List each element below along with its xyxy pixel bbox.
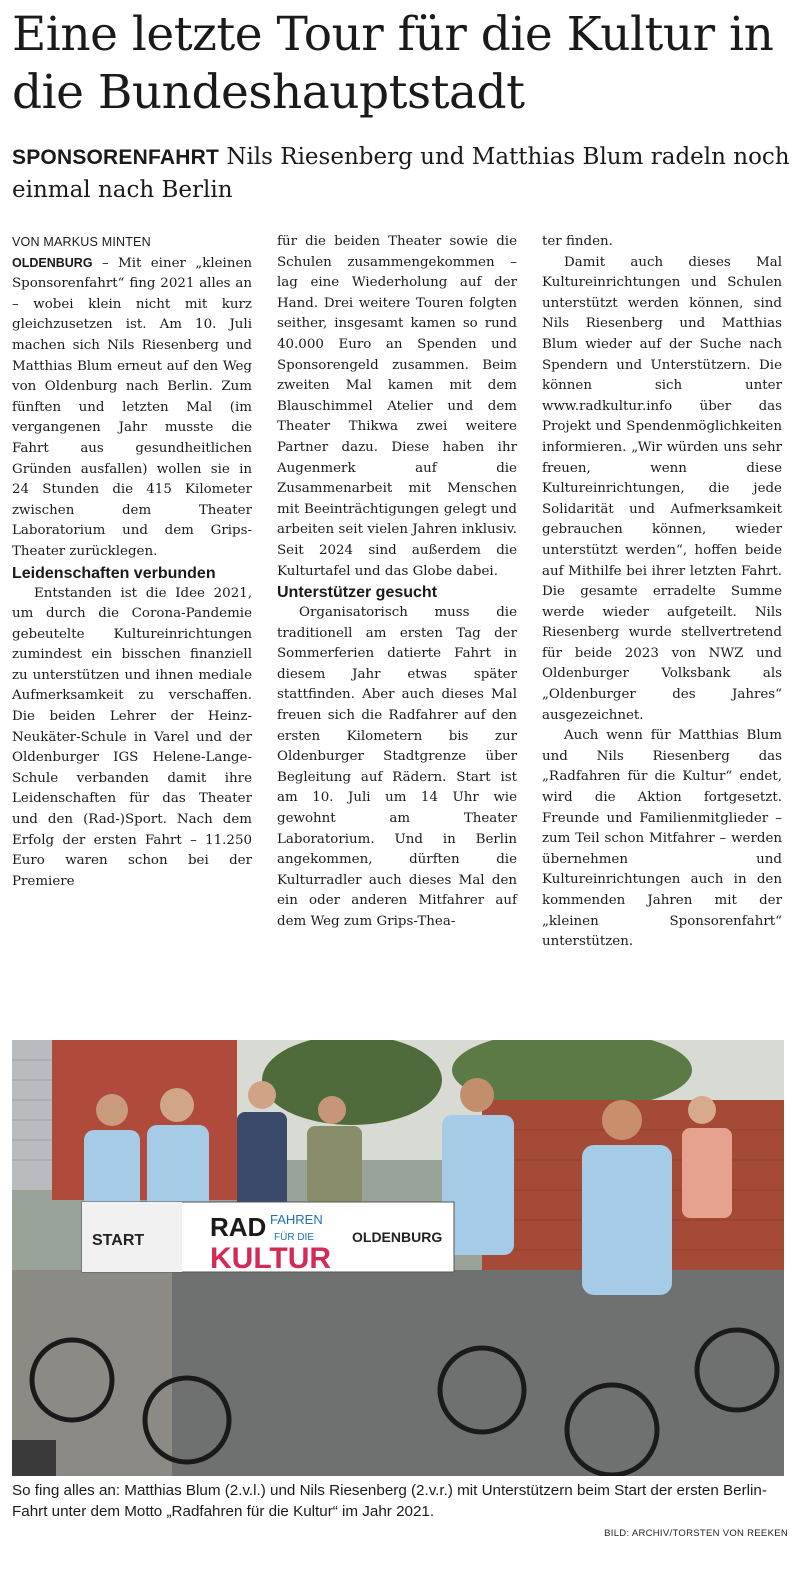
photo-caption: So fing alles an: Matthias Blum (2.v.l.) und Nils Riesenberg (2.v.r.) mit Unterstützern beim Start der ersten Berlin-Fahrt unter dem Motto „Radfahren für die Kultur“ im Jahr 2021. — [12, 1482, 767, 1520]
subheading-unterstuetzer: Unterstützer gesucht — [277, 584, 438, 602]
article-column-2 — [277, 232, 517, 933]
paragraph: ter finden. — [542, 234, 613, 249]
article-column-1 — [12, 232, 252, 892]
banner-oldenburg: OLDENBURG — [352, 1229, 443, 1245]
byline: VON MARKUS MINTEN — [12, 235, 151, 249]
headline: Eine letzte Tour für die Kultur in die Bundeshauptstadt — [12, 7, 774, 120]
banner-rad: RAD — [210, 1212, 267, 1242]
subheadline-block — [12, 141, 802, 206]
banner-fahren: FAHREN — [270, 1212, 323, 1227]
banner-start: START — [92, 1232, 145, 1249]
lead-text: – Mit einer „kleinen Sponsorenfahrt“ fing 2021 alles an – wobei klein nicht mit kurz gleichzusetzen ist. Am 10. Juli machen sich Nils Riesenberg und Matthias Blum erneut auf den Weg von Oldenburg nach Berlin. Zum fünften und letzten Mal (im vergangenen Jahr musste die Fahrt aus gesundheitlichen Gründen ausfallen) wollen sie in 24 Stunden die 415 Kilometer zwischen dem Theater Laboratorium und dem Grips-Theater zurücklegen. — [12, 255, 252, 559]
kicker: SPONSORENFAHRT — [12, 146, 219, 169]
paragraph: Auch wenn für Matthias Blum und Nils Riesenberg das „Radfahren für die Kultur“ endet, wird die Aktion fortgesetzt. Freunde und Familienmitglieder – zum Teil schon Mitfahrer – werden übernehmen und Kultureinrichtungen auch in den kommenden Jahren mit der „kleinen Sponsorenfahrt“ unterstützen. — [542, 728, 782, 950]
lead-paragraph — [12, 253, 252, 563]
article-photo — [12, 1040, 784, 1476]
paragraph: Damit auch dieses Mal Kultureinrichtungen und Schulen unterstützt werden können, sind Nils Riesenberg und Matthias Blum wieder auf der Suche nach Spendern und Unterstützern. Die können sich unter www.radkultur.info über das Projekt und Spendenmöglichkeiten informieren. „Wir würden uns sehr freuen, wenn diese Kultureinrichtungen, die jede Solidarität und Aufmerksamkeit gebrauchen können, wieder unterstützt werden“, hoffen beide auf Mithilfe bei ihrer letzten Fahrt. Die gesamte erradelte Summe werde wieder aufgeteilt. Nils Riesenberg wurde stellvertretend für beide 2023 von NWZ und Oldenburger Volksbank als „Oldenburger des Jahres“ ausgezeichnet. — [542, 254, 782, 723]
banner-kultur: KULTUR — [210, 1242, 332, 1275]
photo-illustration — [12, 1040, 784, 1476]
subheading-leidenschaften: Leidenschaften verbunden — [12, 564, 216, 582]
dateline: OLDENBURG — [12, 255, 93, 270]
subheadline: Nils Riesenberg und Matthias Blum radeln noch einmal nach Berlin — [12, 144, 790, 203]
banner-fuer-die: FÜR DIE — [274, 1232, 314, 1243]
photo-credit: BILD: ARCHIV/TORSTEN VON REEKEN — [604, 1528, 788, 1539]
paragraph: für die beiden Theater sowie die Schulen zusammengekommen – lag eine Wiederholung auf der Hand. Drei weitere Touren folgten seither, insgesamt kamen so rund 40.000 Euro an Spenden und Sponsorengeld zusammen. Beim zweiten Mal kamen mit dem Blauschimmel Atelier und dem Theater Thikwa zwei weitere Partner dazu. Diese haben ihr Augenmerk auf die Zusammenarbeit mit Menschen mit Beeinträchtigungen gelegt und arbeiten seit vielen Jahren inklusiv. Seit 2024 sind außerdem die Kulturtafel und das Globe dabei. — [277, 234, 517, 579]
paragraph: Entstanden ist die Idee 2021, um durch die Corona-Pandemie gebeutelte Kultureinrichtungen zumindest ein bisschen finanziell zu unterstützen und ihnen mediale Aufmerksamkeit zu verschaffen. Die beiden Lehrer der Heinz-Neukäter-Schule in Varel und der Oldenburger IGS Helene-Lange-Schule verbanden damit ihre Leidenschaften für das Theater und den (Rad-)Sport. Nach dem Erfolg der ersten Fahrt – 11.250 Euro waren schon bei der Premiere — [12, 585, 252, 889]
paragraph: Organisatorisch muss die traditionell am ersten Tag der Sommerferien datierte Fahrt in diesem Jahr etwas später stattfinden. Aber auch dieses Mal freuen sich die Radfahrer auf den ersten Kilometern bis zur Oldenburger Stadtgrenze über Begleitung auf Rädern. Start ist am 10. Juli um 14 Uhr wie gewohnt am Theater Laboratorium. Und in Berlin angekommen, dürften die Kulturradler auch dieses Mal den ein oder anderen Mitfahrer auf dem Weg zum Grips-Thea- — [277, 605, 517, 929]
article-column-3 — [542, 232, 782, 953]
